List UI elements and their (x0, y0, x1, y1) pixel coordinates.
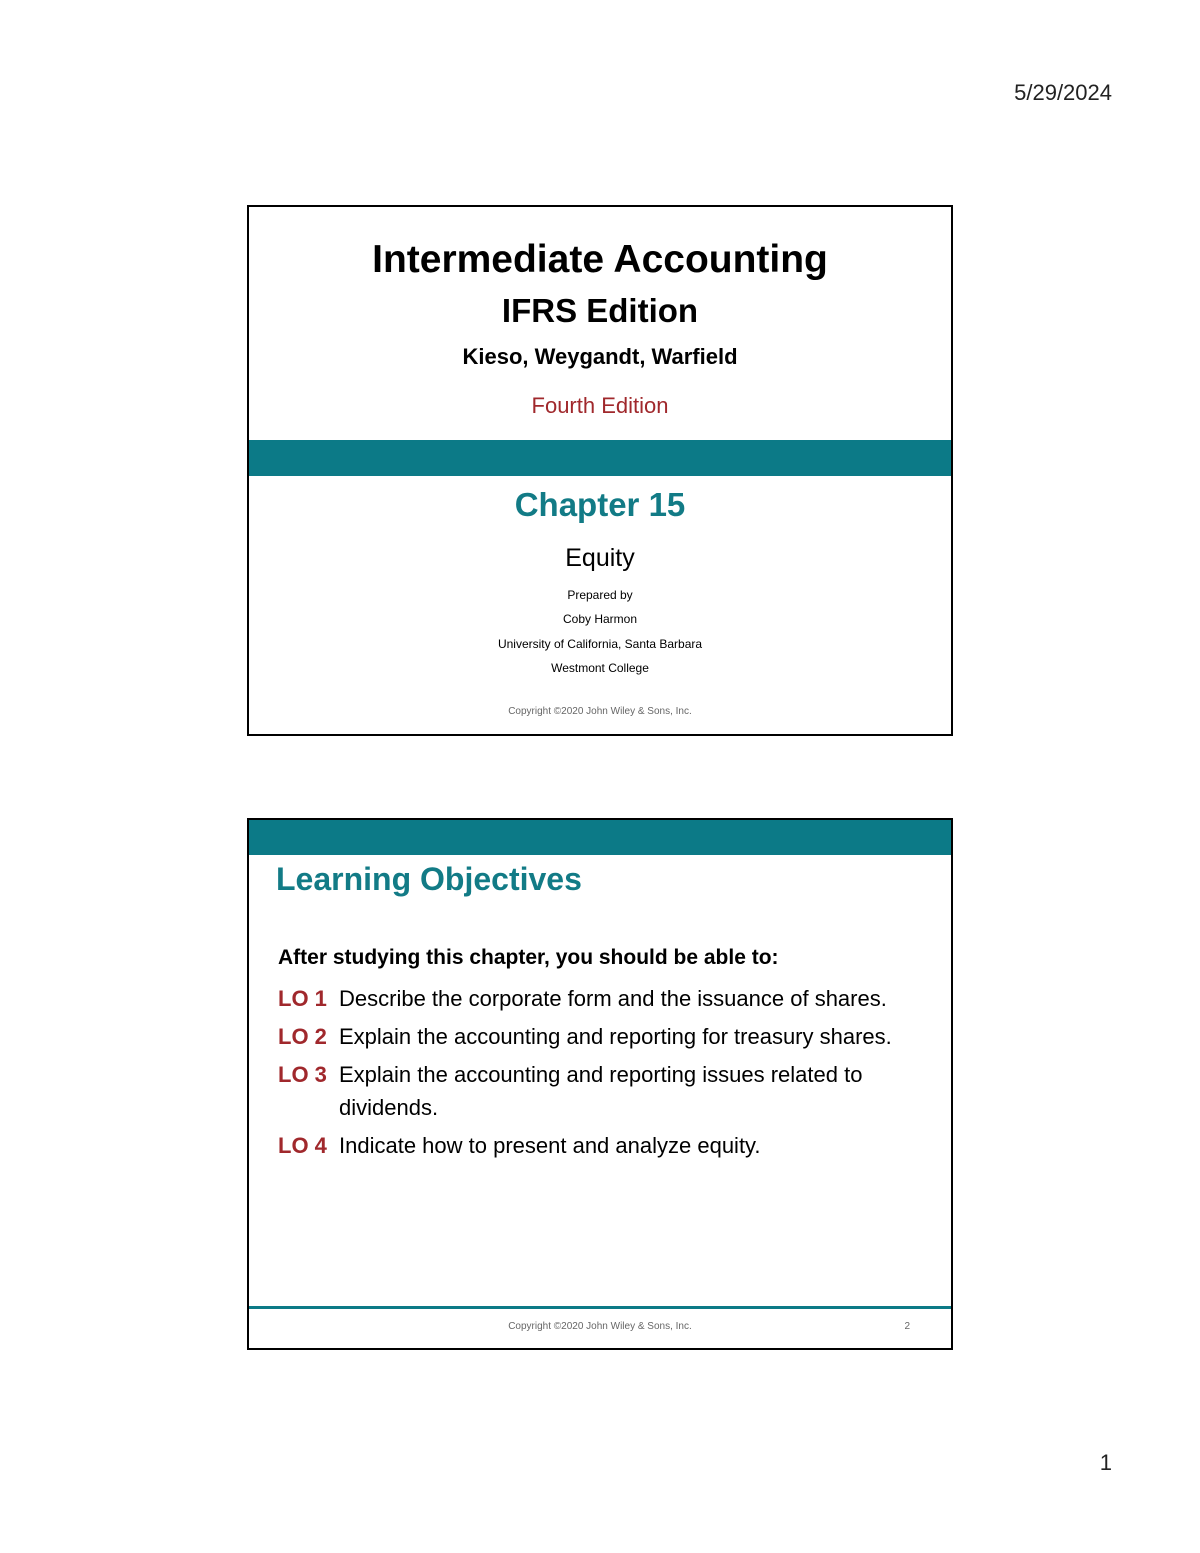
objective-code: LO 2 (278, 1024, 327, 1049)
chapter-title: Chapter 15 (514, 486, 686, 523)
page-number: 1 (1099, 1450, 1112, 1475)
page-date: 5/29/2024 (1014, 80, 1112, 105)
objective-text: Explain the accounting and reporting issues related to dividends. (339, 1062, 863, 1120)
slide-subtitle: IFRS Edition (501, 292, 699, 329)
objective-item (278, 1058, 928, 1124)
chapter-topic: Equity (565, 544, 635, 572)
objectives-footer-rule (249, 1306, 951, 1309)
title-slide (247, 205, 953, 736)
objective-item (278, 1020, 928, 1053)
prepared-by-label: Prepared by (567, 588, 633, 602)
slide-title: Intermediate Accounting (372, 238, 828, 281)
slide-authors: Kieso, Weygandt, Warfield (462, 344, 738, 369)
slide-copyright: Copyright ©2020 John Wiley & Sons, Inc. (508, 1321, 692, 1332)
preparer-college: Westmont College (551, 661, 649, 675)
objectives-slide-band (249, 820, 951, 855)
objective-item (278, 1129, 928, 1162)
objectives-slide (247, 818, 953, 1350)
objective-code: LO 1 (278, 986, 327, 1011)
slide-copyright: Copyright ©2020 John Wiley & Sons, Inc. (508, 706, 692, 717)
objective-item (278, 982, 928, 1015)
preparer-university: University of California, Santa Barbara (497, 637, 703, 651)
objective-text: Explain the accounting and reporting for treasury shares. (339, 1024, 892, 1049)
objectives-list (278, 982, 928, 1167)
objectives-intro: After studying this chapter, you should be able to: (278, 946, 779, 969)
title-slide-band (249, 440, 951, 476)
objective-code: LO 3 (278, 1062, 327, 1087)
preparer-name: Coby Harmon (562, 612, 638, 626)
objectives-heading: Learning Objectives (276, 861, 582, 897)
objective-text: Describe the corporate form and the issuance of shares. (339, 986, 887, 1011)
slide-number: 2 (904, 1321, 910, 1332)
objective-code: LO 4 (278, 1133, 327, 1158)
objective-text: Indicate how to present and analyze equity. (339, 1133, 761, 1158)
slide-edition: Fourth Edition (531, 393, 669, 418)
